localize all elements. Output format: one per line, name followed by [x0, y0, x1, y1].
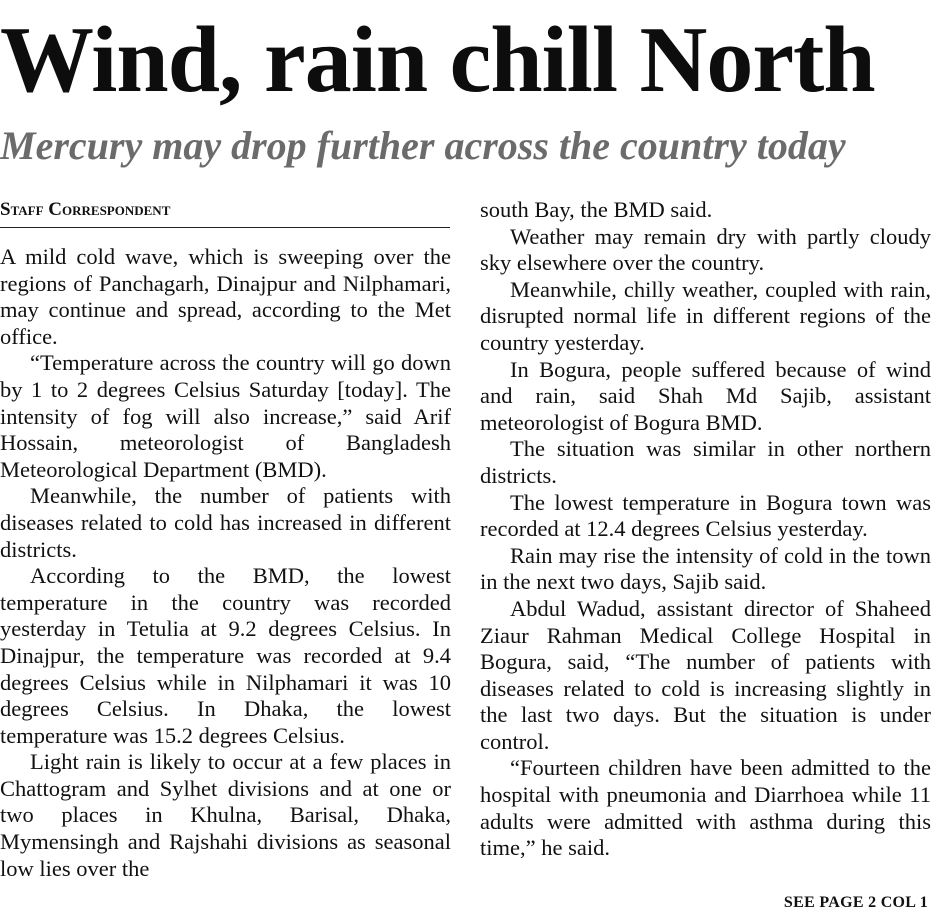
byline: Staff Correspondent [0, 199, 450, 228]
paragraph: “Fourteen children have been admitted to the hospital with pneumonia and Diarrhoea while 11 adults were admitted with asthma during this time,” he said. [480, 755, 931, 861]
paragraph: south Bay, the BMD said. [480, 197, 713, 222]
subheadline: Mercury may drop further across the country today [0, 123, 846, 168]
paragraph: The situation was similar in other northern districts. [480, 436, 931, 488]
paragraph: In Bogura, people suffered because of wind and rain, said Shah Md Sajib, assistant meteorologist of Bogura BMD. [480, 356, 931, 435]
paragraph: Weather may remain dry with partly cloudy sky elsewhere over the country. [480, 223, 931, 276]
paragraph: The lowest temperature in Bogura town was recorded at 12.4 degrees Celsius yesterday. [480, 489, 931, 542]
headline: Wind, rain chill North [0, 8, 875, 112]
paragraph: Meanwhile, chilly weather, coupled with rain, disrupted normal life in different regions of the country yesterday. [480, 276, 931, 355]
paragraph: According to the BMD, the lowest temperature in the country was recorded yesterday in Tetulia at 9.2 degrees Celsius. In Dinajpur, the temperature was recorded at 9.4 degrees Celsius while in Nilphamari it was 10 degrees Celsius. In Dhaka, the lowest temperature was 15.2 degrees Celsius. [0, 563, 451, 748]
paragraph: A mild cold wave, which is sweeping over the regions of Panchagarh, Dinajpur and Nilphamari, may continue and spread, according to the Met office. [0, 244, 451, 349]
continued-on-page-link[interactable]: SEE PAGE 2 COL 1 [783, 894, 928, 911]
paragraph: Rain may rise the intensity of cold in the town in the next two days, Sajib said. [480, 542, 931, 595]
paragraph: Abdul Wadud, assistant director of Shaheed Ziaur Rahman Medical College Hospital in Bogura, said, “The number of patients with diseases related to cold is increasing slightly in the last two days. But the situation is under control. [480, 595, 931, 754]
paragraph: Meanwhile, the number of patients with diseases related to cold has increased in different districts. [0, 483, 451, 562]
paragraph: “Temperature across the country will go down by 1 to 2 degrees Celsius Saturday [today]. The intensity of fog will also increase,” said Arif Hossain, meteorologist of Bangladesh Meteorological Department (BMD). [0, 350, 451, 482]
article-column-left [0, 244, 451, 882]
paragraph: Light rain is likely to occur at a few places in Chattogram and Sylhet divisions and at one or two places in Khulna, Barisal, Dhaka, Mymensingh and Rajshahi divisions as seasonal low lies over the [0, 749, 451, 881]
article-column-right [480, 197, 931, 862]
